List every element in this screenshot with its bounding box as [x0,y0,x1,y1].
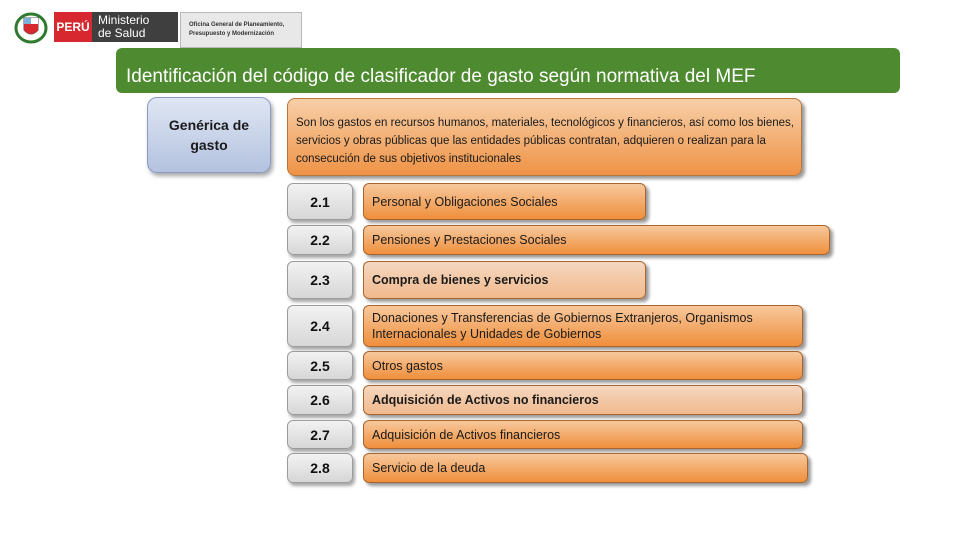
generica-line-2: gasto [190,137,228,153]
definition-box: Son los gastos en recursos humanos, materiales, tecnológicos y financieros, así como los bienes, servicios y obras públicas que las entidades públicas contratan, adquieren o realizan para la consecución de sus objetivos institucionales [287,98,802,176]
code-badge: 2.5 [287,351,353,380]
category-label: Adquisición de Activos financieros [363,420,803,449]
category-label: Compra de bienes y servicios [363,261,646,299]
office-line-1: Oficina General de Planeamiento, [189,22,285,28]
office-line-2: Presupuesto y Modernización [189,31,275,37]
category-label: Personal y Obligaciones Sociales [363,183,646,220]
code-badge: 2.4 [287,305,353,347]
category-label: Servicio de la deuda [363,453,808,483]
ministry-line-2: de Salud [98,26,146,40]
ministry-name [92,12,178,42]
category-label: Otros gastos [363,351,803,380]
code-badge: 2.6 [287,385,353,415]
generica-line-1: Genérica de [168,117,250,133]
ministry-logo [14,8,288,46]
category-label: Adquisición de Activos no financieros [363,385,803,415]
generica-box [147,97,271,173]
category-label: Donaciones y Transferencias de Gobiernos Extranjeros, Organismos Internacionales y Unidades de Gobiernos [363,305,803,347]
office-label [180,12,302,48]
code-badge: 2.2 [287,225,353,255]
code-badge: 2.8 [287,453,353,483]
ministry-line-1: Ministerio [98,13,150,27]
category-label: Pensiones y Prestaciones Sociales [363,225,830,255]
title-bar [116,48,900,93]
code-badge: 2.7 [287,420,353,449]
code-badge: 2.3 [287,261,353,299]
coat-of-arms-icon [14,10,48,44]
code-badge: 2.1 [287,183,353,220]
peru-badge: PERÚ [54,12,92,42]
page-title: Identificación del código de clasificador de gasto según normativa del MEF [126,66,756,87]
